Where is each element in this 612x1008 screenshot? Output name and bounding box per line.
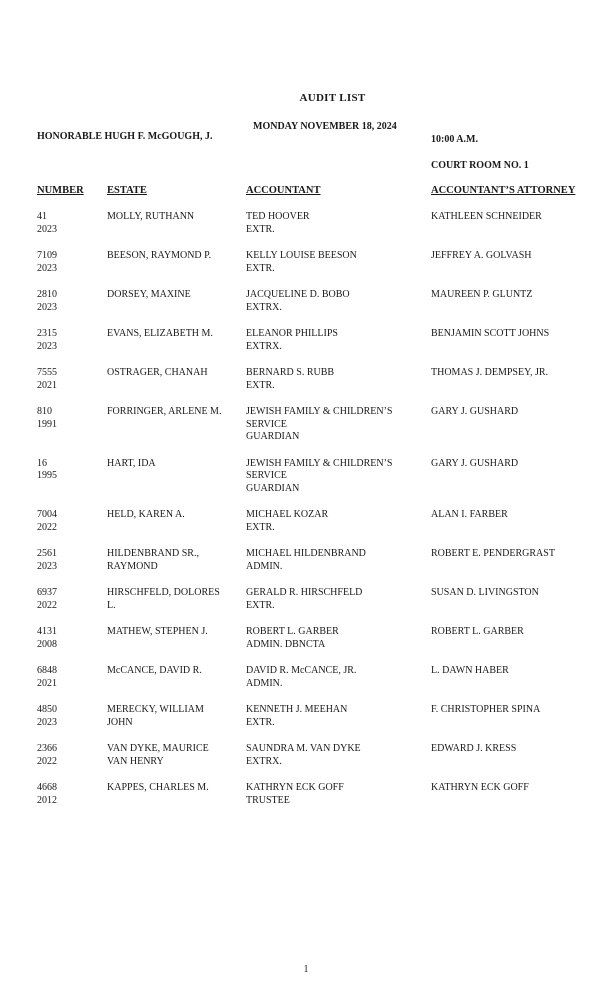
entry-estate-line: OSTRAGER, CHANAH [107, 367, 208, 378]
entry-attorney [431, 509, 508, 522]
entry-number-line: 2810 [37, 289, 57, 300]
entry-estate-line: BEESON, RAYMOND P. [107, 250, 212, 261]
entry-number-line: 2012 [37, 795, 57, 807]
entry-attorney [431, 665, 509, 678]
entry-attorney-line: THOMAS J. DEMPSEY, JR. [431, 367, 549, 378]
entry-number-line: 41 [37, 211, 47, 222]
entry-accountant [246, 211, 310, 236]
entry-estate [107, 211, 194, 224]
entry-estate-line: EVANS, ELIZABETH M. [107, 328, 213, 339]
audit-entry [0, 406, 612, 458]
entry-number [37, 665, 57, 690]
entry-estate-line: KAPPES, CHARLES M. [107, 782, 209, 794]
entry-number-line: 1991 [37, 418, 57, 430]
entry-number [37, 250, 57, 275]
entry-attorney-line: F. CHRISTOPHER SPINA [431, 704, 541, 716]
entry-attorney [431, 328, 549, 341]
entry-number-line: 2023 [37, 301, 57, 313]
audit-entry [0, 782, 612, 821]
entry-accountant-line: BERNARD S. RUBB [246, 367, 335, 378]
entry-number-line: 4850 [37, 704, 57, 716]
entry-attorney-line: EDWARD J. KRESS [431, 743, 517, 755]
entry-number [37, 289, 57, 314]
entry-accountant-line: DAVID R. McCANCE, JR. [246, 665, 357, 677]
entry-estate-line: RAYMOND [107, 561, 158, 573]
entry-number-line: 2023 [37, 223, 57, 235]
entry-number [37, 743, 57, 768]
entry-accountant-line: KATHRYN ECK GOFF [246, 782, 344, 794]
entry-number [37, 211, 57, 236]
entry-number-line: 2023 [37, 561, 57, 573]
court-room: COURT ROOM NO. 1 [431, 160, 529, 171]
entry-accountant [246, 587, 362, 612]
judge-name: HONORABLE HUGH F. McGOUGH, J. [37, 131, 213, 142]
entry-attorney [431, 289, 532, 302]
entry-attorney [431, 587, 539, 600]
entry-accountant-line: EXTR. [246, 262, 275, 274]
entry-number-line: 2022 [37, 522, 57, 534]
entry-accountant [246, 548, 366, 573]
entry-accountant [246, 328, 338, 353]
entry-number-line: 2022 [37, 756, 57, 768]
entry-estate-line: HILDENBRAND SR., [107, 548, 199, 560]
entry-attorney [431, 211, 542, 224]
entry-accountant-line: TED HOOVER [246, 211, 310, 222]
audit-entry [0, 367, 612, 406]
audit-entry [0, 587, 612, 626]
entry-estate [107, 743, 209, 768]
entry-estate [107, 367, 208, 380]
entry-estate [107, 458, 156, 471]
entry-estate [107, 782, 209, 795]
entry-accountant-line: JEWISH FAMILY & CHILDREN’S [246, 457, 393, 469]
column-header-accountant: ACCOUNTANT [246, 185, 321, 196]
entry-estate-line: MERECKY, WILLIAM [107, 704, 204, 716]
entry-estate-line: McCANCE, DAVID R. [107, 665, 202, 677]
entry-estate [107, 548, 199, 573]
entry-accountant-line: MICHAEL HILDENBRAND [246, 548, 366, 560]
entry-attorney [431, 406, 518, 419]
entry-accountant-line: GUARDIAN [246, 483, 300, 495]
entry-number-line: 2315 [37, 328, 57, 339]
entry-accountant-line: EXTRX. [246, 756, 282, 768]
entry-number-line: 16 [37, 457, 47, 469]
entry-number [37, 406, 57, 431]
entry-estate-line: HART, IDA [107, 457, 156, 469]
entry-accountant-line: SERVICE [246, 470, 287, 482]
audit-entry [0, 704, 612, 743]
audit-entry [0, 458, 612, 510]
entry-number-line: 2008 [37, 639, 57, 651]
entry-estate-line: HIRSCHFELD, DOLORES [107, 587, 220, 599]
page-number: 1 [303, 964, 309, 975]
entry-accountant-line: MICHAEL KOZAR [246, 509, 329, 521]
entry-number-line: 2023 [37, 340, 57, 352]
audit-entry [0, 548, 612, 587]
entry-accountant [246, 509, 328, 534]
entry-accountant-line: EXTRX. [246, 301, 282, 313]
entry-accountant-line: ADMIN. DBNCTA [246, 639, 326, 651]
column-header-attorney: ACCOUNTANT’S ATTORNEY [431, 185, 576, 196]
entry-attorney-line: KATHRYN ECK GOFF [431, 782, 529, 794]
audit-entry [0, 509, 612, 548]
entry-accountant-line: EXTRX. [246, 340, 282, 352]
entry-estate [107, 289, 191, 302]
entry-number-line: 6937 [37, 587, 57, 599]
entry-attorney-line: ROBERT L. GARBER [431, 626, 524, 638]
entry-accountant-line: KELLY LOUISE BEESON [246, 250, 357, 261]
entry-estate-line: FORRINGER, ARLENE M. [107, 406, 222, 417]
entry-number [37, 626, 57, 651]
audit-entries-list [0, 211, 612, 821]
entry-number-line: 2366 [37, 743, 57, 755]
audit-entry [0, 665, 612, 704]
entry-number-line: 2022 [37, 600, 57, 612]
entry-estate-line: VAN HENRY [107, 756, 164, 768]
entry-number-line: 7004 [37, 509, 57, 521]
entry-number [37, 782, 57, 807]
entry-estate [107, 328, 213, 341]
audit-entry [0, 743, 612, 782]
entry-attorney-line: SUSAN D. LIVINGSTON [431, 587, 539, 599]
entry-number-line: 2021 [37, 678, 57, 690]
entry-accountant-line: JACQUELINE D. BOBO [246, 289, 350, 300]
hearing-time: 10:00 A.M. [431, 134, 478, 145]
entry-number-line: 1995 [37, 470, 57, 482]
entry-accountant-line: JEWISH FAMILY & CHILDREN’S [246, 406, 393, 417]
entry-accountant-line: GUARDIAN [246, 431, 300, 443]
entry-attorney-line: GARY J. GUSHARD [431, 406, 519, 417]
entry-number-line: 4668 [37, 782, 57, 794]
entry-number [37, 458, 57, 483]
entry-number-line: 2023 [37, 717, 57, 729]
entry-number [37, 704, 57, 729]
entry-attorney-line: JEFFREY A. GOLVASH [431, 250, 532, 261]
entry-estate-line: MATHEW, STEPHEN J. [107, 626, 208, 638]
entry-number-line: 4131 [37, 626, 57, 638]
entry-attorney [431, 704, 540, 717]
entry-estate [107, 587, 220, 612]
entry-number-line: 6848 [37, 665, 57, 677]
entry-attorney-line: ROBERT E. PENDERGRAST [431, 548, 555, 560]
entry-attorney-line: L. DAWN HABER [431, 665, 509, 677]
entry-attorney [431, 367, 548, 380]
audit-entry [0, 626, 612, 665]
entry-estate [107, 704, 204, 729]
entry-accountant-line: EXTR. [246, 223, 275, 235]
entry-accountant [246, 289, 350, 314]
entry-accountant-line: TRUSTEE [246, 795, 290, 807]
entry-attorney [431, 626, 524, 639]
audit-entry [0, 328, 612, 367]
entry-attorney-line: MAUREEN P. GLUNTZ [431, 289, 533, 300]
entry-accountant [246, 704, 347, 729]
entry-attorney [431, 782, 529, 795]
audit-entry [0, 211, 612, 250]
entry-number [37, 548, 57, 573]
entry-accountant-line: ROBERT L. GARBER [246, 626, 339, 638]
entry-accountant [246, 665, 356, 690]
entry-number-line: 810 [37, 406, 52, 417]
entry-estate [107, 509, 185, 522]
entry-accountant-line: ELEANOR PHILLIPS [246, 328, 338, 339]
entry-accountant-line: EXTR. [246, 600, 275, 612]
entry-estate-line: VAN DYKE, MAURICE [107, 743, 209, 755]
entry-number [37, 367, 57, 392]
column-header-estate: ESTATE [107, 185, 147, 196]
entry-accountant-line: EXTR. [246, 717, 275, 729]
entry-accountant-line: GERALD R. HIRSCHFELD [246, 587, 363, 599]
entry-attorney-line: BENJAMIN SCOTT JOHNS [431, 328, 550, 339]
entry-accountant [246, 250, 357, 275]
entry-number [37, 509, 57, 534]
entry-accountant [246, 406, 393, 444]
entry-attorney [431, 458, 518, 471]
entry-accountant-line: SERVICE [246, 418, 287, 430]
entry-estate [107, 665, 202, 678]
hearing-date: MONDAY NOVEMBER 18, 2024 [253, 121, 397, 132]
entry-accountant-line: ADMIN. [246, 678, 283, 690]
entry-estate-line: HELD, KAREN A. [107, 509, 185, 521]
entry-accountant [246, 782, 344, 807]
entry-number-line: 2023 [37, 262, 57, 274]
entry-attorney [431, 548, 555, 561]
entry-accountant-line: ADMIN. [246, 561, 283, 573]
entry-estate [107, 626, 208, 639]
entry-attorney [431, 743, 516, 756]
entry-number-line: 7555 [37, 367, 57, 378]
entry-attorney-line: KATHLEEN SCHNEIDER [431, 211, 542, 222]
entry-estate-line: DORSEY, MAXINE [107, 289, 191, 300]
entry-estate [107, 250, 211, 263]
entry-accountant-line: EXTR. [246, 522, 275, 534]
entry-estate-line: L. [107, 600, 116, 612]
entry-accountant-line: SAUNDRA M. VAN DYKE [246, 743, 361, 755]
entry-accountant [246, 626, 339, 651]
entry-accountant-line: KENNETH J. MEEHAN [246, 704, 348, 716]
page-title: AUDIT LIST [299, 92, 366, 104]
entry-attorney-line: GARY J. GUSHARD [431, 457, 519, 469]
entry-estate [107, 406, 221, 419]
entry-number [37, 587, 57, 612]
entry-accountant-line: EXTR. [246, 379, 275, 391]
entry-estate-line: JOHN [107, 717, 133, 729]
entry-accountant [246, 367, 334, 392]
entry-accountant [246, 743, 361, 768]
column-header-number: NUMBER [37, 185, 84, 196]
entry-number-line: 2561 [37, 548, 57, 560]
entry-number-line: 2021 [37, 379, 57, 391]
entry-number-line: 7109 [37, 250, 57, 261]
entry-number [37, 328, 57, 353]
entry-attorney-line: ALAN I. FARBER [431, 509, 508, 521]
audit-entry [0, 250, 612, 289]
audit-entry [0, 289, 612, 328]
entry-attorney [431, 250, 532, 263]
entry-accountant [246, 458, 393, 496]
entry-estate-line: MOLLY, RUTHANN [107, 211, 195, 222]
